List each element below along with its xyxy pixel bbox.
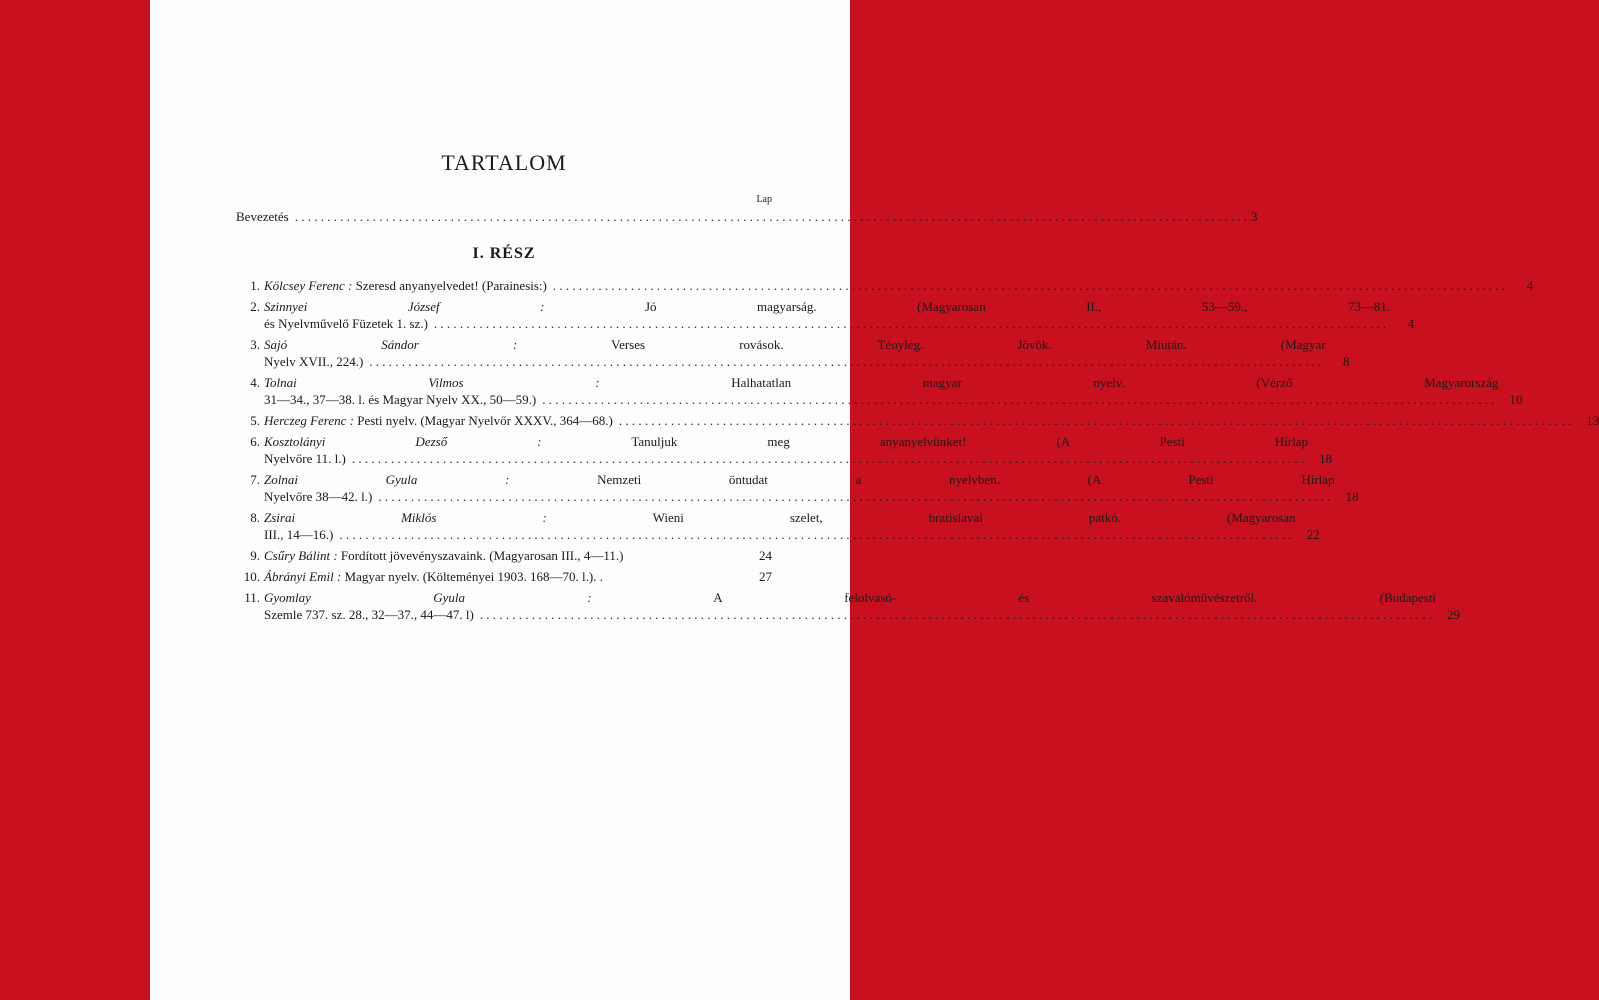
entry-page-number: 29 <box>1447 607 1461 622</box>
entry-page-number: 4 <box>1526 278 1534 293</box>
toc-entry <box>236 471 1359 505</box>
entry-page-number: 24 <box>759 548 772 563</box>
entry-page-number: 18 <box>1345 489 1359 504</box>
entry-page-number: 4 <box>1407 316 1415 331</box>
toc-entry <box>236 509 1320 543</box>
intro-entry <box>236 208 1258 226</box>
entry-author: Ábrányi Emil : <box>264 569 342 584</box>
entry-number: 2. <box>250 299 260 314</box>
toc-entry <box>236 277 1534 294</box>
entry-title: Szeresd anyanyelvedet! (Parainesis:) <box>352 278 547 293</box>
entry-number: 11. <box>244 590 260 605</box>
toc-entry <box>236 298 1415 332</box>
entry-page-number: 27 <box>759 569 772 584</box>
entry-title: A felolvasó- és szavalóművészetről. (Budapesti <box>591 590 1437 605</box>
page-title: TARTALOM <box>441 150 567 175</box>
entry-page-number: 18 <box>1319 451 1333 466</box>
toc-entry <box>236 568 772 585</box>
entry-page-number: 13 <box>1586 413 1599 428</box>
entry-number: 10. <box>243 569 260 584</box>
page-column-label: Lap <box>756 194 772 205</box>
entry-title-cont: Nyelvőre 11. l.) <box>264 451 346 466</box>
entry-page-number: 10 <box>1509 392 1523 407</box>
entry-title-cont: 31—34., 37—38. l. és Magyar Nyelv XX., 50—59.) <box>264 392 537 407</box>
dot-leader <box>369 353 1321 370</box>
entry-number: 4. <box>250 375 260 390</box>
entry-author: Gyomlay Gyula : <box>264 590 592 605</box>
entry-number: 7. <box>250 472 260 487</box>
entry-author: Tolnai Vilmos : <box>264 375 600 390</box>
entry-title: Pesti nyelv. (Magyar Nyelvőr XXXV., 364—68.) <box>354 413 613 428</box>
entry-author: Csűry Bálint : <box>264 548 338 563</box>
entry-author: Zolnai Gyula : <box>264 472 510 487</box>
dot-leader <box>619 412 1571 429</box>
dot-leader <box>378 488 1330 505</box>
entry-author: Herczeg Ferenc : <box>264 413 354 428</box>
intro-label: Bevezetés <box>236 209 289 224</box>
toc-entry <box>236 547 772 564</box>
entry-number: 3. <box>250 337 260 352</box>
toc-entry <box>236 336 1350 370</box>
entry-page-number: 22 <box>1306 527 1320 542</box>
entry-title-cont: Nyelv XVII., 224.) <box>264 354 364 369</box>
entry-number: 8. <box>250 510 260 525</box>
entry-title: Magyar nyelv. (Költeményei 1903. 168—70. l.). . <box>341 569 603 584</box>
entry-author: Szinnyei József : <box>264 299 545 314</box>
entry-author: Zsirai Miklós : <box>264 510 547 525</box>
entry-number: 6. <box>250 434 260 449</box>
entry-title: Tanuljuk meg anyanyelvünket! (A Pesti Hírlap <box>541 434 1309 449</box>
entry-author: Sajó Sándor : <box>264 337 518 352</box>
entry-title-cont: Nyelvőre 38—42. l.) <box>264 489 373 504</box>
entry-title: Nemzeti öntudat a nyelvben. (A Pesti Hírlap <box>509 472 1335 487</box>
dot-leader <box>480 606 1432 623</box>
entry-author: Kölcsey Ferenc : <box>264 278 353 293</box>
toc-entry <box>236 374 1523 408</box>
dot-leader <box>339 526 1291 543</box>
entry-title: Wieni szelet, bratislavai patkó. (Magyarosan <box>546 510 1296 525</box>
entry-title-cont: III., 14—16.) <box>264 527 334 542</box>
entry-number: 5. <box>250 413 260 428</box>
entry-title: Fordított jövevényszavaink. (Magyarosan III., 4—11.) <box>337 548 624 563</box>
entry-page-number: 8 <box>1343 354 1350 369</box>
entry-number: 9. <box>250 548 260 563</box>
dot-leader <box>553 277 1505 294</box>
part-heading: I. RÉSZ <box>472 245 536 262</box>
dot-leader <box>434 315 1386 332</box>
toc-entry <box>236 412 1599 429</box>
entry-title-cont: és Nyelvművelő Füzetek 1. sz.) <box>264 316 428 331</box>
toc-entry <box>236 589 1461 623</box>
entry-title: Halhatatlan magyar nyelv. (Vérző Magyarország <box>599 375 1499 390</box>
entry-number: 1. <box>250 278 260 293</box>
entry-title: Verses rovások. Tényleg. Jövök. Miután. (Magyar <box>517 337 1326 352</box>
toc-entries <box>236 277 1599 627</box>
intro-page-number: 3 <box>1250 209 1258 224</box>
dot-leader <box>542 391 1494 408</box>
toc-entry <box>236 433 1333 467</box>
entry-author: Kosztolányi Dezső : <box>264 434 542 449</box>
entry-title-cont: Szemle 737. sz. 28., 32—37., 44—47. l) <box>264 607 474 622</box>
book-page <box>150 0 1599 1000</box>
entry-title: Jó magyarság. (Magyarosan II., 53—59., 73—81. <box>544 299 1391 314</box>
dot-leader <box>352 450 1304 467</box>
dot-leader <box>295 208 1247 226</box>
